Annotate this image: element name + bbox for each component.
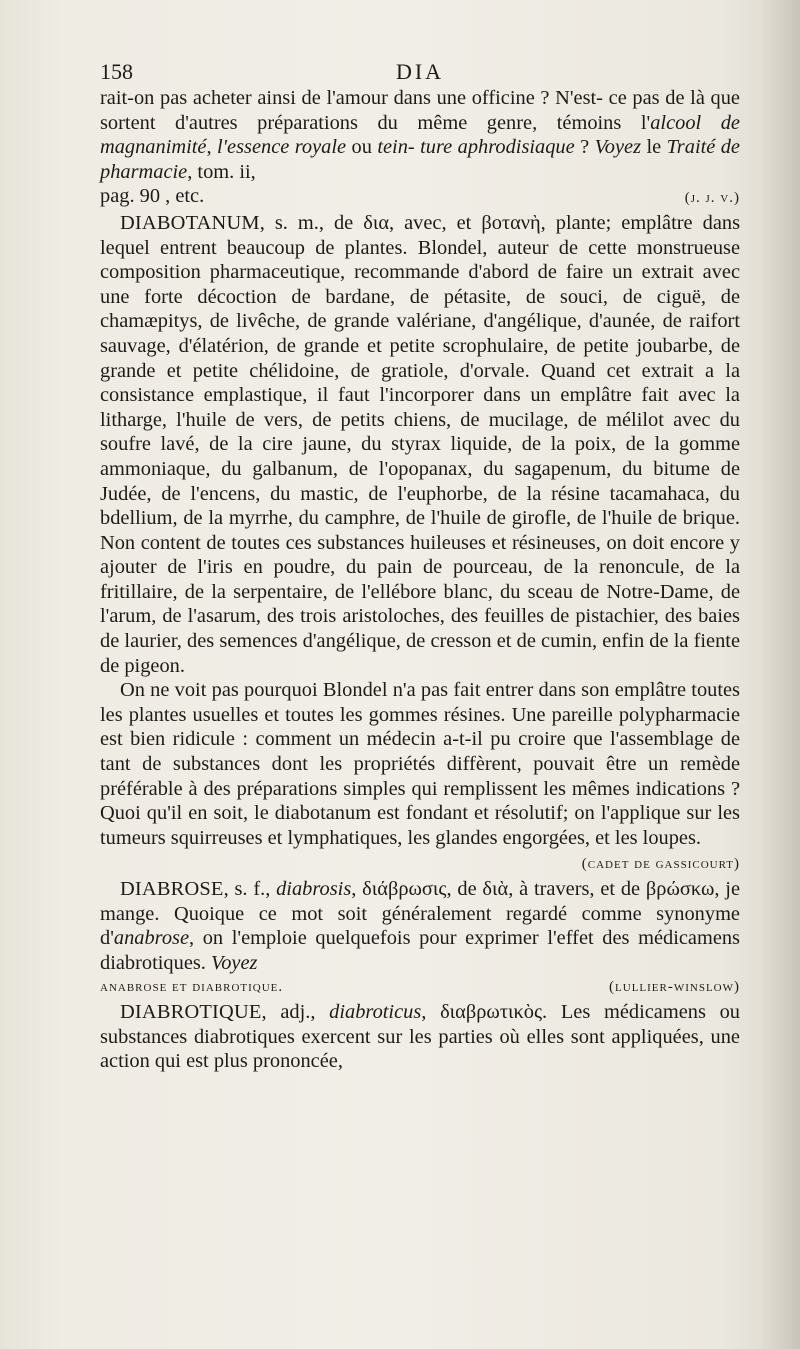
signature-line [100, 850, 740, 877]
italic-term: alcool de magnanimité [100, 111, 740, 159]
italic-term: tein- [377, 136, 415, 159]
text-span: , on l'emploie quelquefois pour exprimer l'effet des médicamens diabrotiques. [100, 927, 740, 974]
entry-body: , s. m., de δια, avec, et βοτανὴ, plante; emplâtre dans lequel entrent beaucoup de plantes. Blondel, auteur de cette monstrueuse composition pharmaceutique, recommande d'abord de faire un extrait avec une forte décoction de bardane, de pétasite, de souci, de ciguë, de chamæpitys, de livêche, de grande valériane, d'angélique, d'aunée, de raifort sauvage, d'élatérion, de grande et petite scrophulaire, de petite joubarbe, de grande et petite chélidoine, de gratiole, d'orvale. Quand cet extrait a la consistance emplastique, il faut l'incorporer dans un emplâtre fait avec la litharge, l'huile de vers, de petits chiens, de mucilage, de mélilot avec du soufre lavé, de la cire jaune, du styrax liquide, de la poix, de la gomme ammoniaque, du galbanum, de l'opopanax, du sagapenum, du bitume de Judée, de l'encens, du mastic, de l'euphorbe, de la résine tacamahaca, du bdellium, de la myrrhe, du camphre, de l'huile de girofle, de l'huile de brique. Non content de toutes ces substances huileuses et résineuses, on doit encore y ajouter de l'iris en poudre, du pain de pourceau, de la renoncule, de la fritillaire, de la serpentaire, de l'ellébore blanc, du sceau de Notre-Dame, de l'arum, de l'asarum, des trois aristoloches, des feuilles de pistachier, des baies de laurier, des semences d'angélique, de cresson et de cumin, enfin de la fiente de pigeon. [100, 211, 740, 677]
italic-term: Voyez [211, 951, 258, 974]
page-edge-shadow [760, 0, 800, 1349]
italic-term: diabrosis [276, 878, 352, 900]
cross-reference: anabrose et diabrotique. [100, 979, 284, 996]
text-span: , tom. ii, [187, 160, 256, 183]
entry-headword: DIABROSE [120, 878, 224, 900]
continuation-last-line [100, 184, 740, 211]
author-signature: (cadet de gassicourt) [581, 856, 740, 873]
text-span: , διαβρωτικὸς. Les médicamens ou substances diabrotiques exercent sur les parties où elles sont appliquées, une action qui est plus prononcée, [100, 1000, 740, 1073]
entry-diabotanum-paragraph-2 [100, 678, 740, 850]
italic-term: diabroticus [329, 1000, 422, 1023]
text-span: ? [574, 136, 595, 159]
text-span: ou [346, 136, 378, 159]
author-signature: (lullier-winslow) [609, 979, 740, 996]
author-signature: (j. j. v.) [684, 190, 740, 207]
continuation-paragraph [100, 86, 740, 184]
italic-term: ture aphrodisiaque [420, 136, 575, 159]
italic-term: Traité de pharmacie [100, 136, 740, 183]
text-line: rait-on pas acheter ainsi de l'amour dans une officine ? N'est- [100, 87, 603, 109]
text-line: pag. 90 , etc. [100, 185, 205, 208]
entry-diabrotique [100, 1000, 740, 1074]
running-head: DIA [395, 59, 445, 84]
text-span: , [206, 136, 218, 159]
entry-diabotanum [100, 211, 740, 678]
text-span: le [641, 136, 667, 159]
italic-term: l'essence royale [217, 136, 347, 159]
text-span: , s. f., [223, 878, 277, 900]
page-text-block [100, 58, 740, 1074]
page-number: 158 [100, 59, 133, 84]
entry-headword: DIABROTIQUE [120, 1000, 262, 1023]
italic-term: Voyez [594, 136, 642, 159]
entry-body: On ne voit pas pourquoi Blondel n'a pas fait entrer dans son emplâtre toutes les plantes usuelles et toutes les gommes résines. Une pareille polypharmacie est bien ridicule : comment un médecin a-t-il pu croire que l'assemblage de tant de substances dont les propriétés diffèrent, pouvait être un remède préférable à des préparations simples qui remplissent les mêmes indications ? Quoi qu'il en soit, le diabotanum est fondant et résolutif; on l'applique sur les tumeurs squirreuses et lymphatiques, les glandes engorgées, et les loupes. [100, 679, 740, 849]
running-header [100, 58, 740, 86]
text-line: ce pas de là que sortent d'autres préparations du même genre, [100, 87, 740, 134]
crossref-line [100, 975, 740, 1000]
entry-diabrose [100, 877, 740, 975]
text-span: , διάβρωσις, de διὰ, à travers, et de βρώσκω, je mange. Quoique ce mot soit généralement regardé comme synonyme d' [100, 878, 740, 950]
italic-term: anabrose [113, 927, 190, 950]
text-span: témoins l' [556, 111, 651, 134]
text-span: , adj., [261, 1000, 330, 1023]
entry-headword: DIABOTANUM [120, 211, 260, 234]
